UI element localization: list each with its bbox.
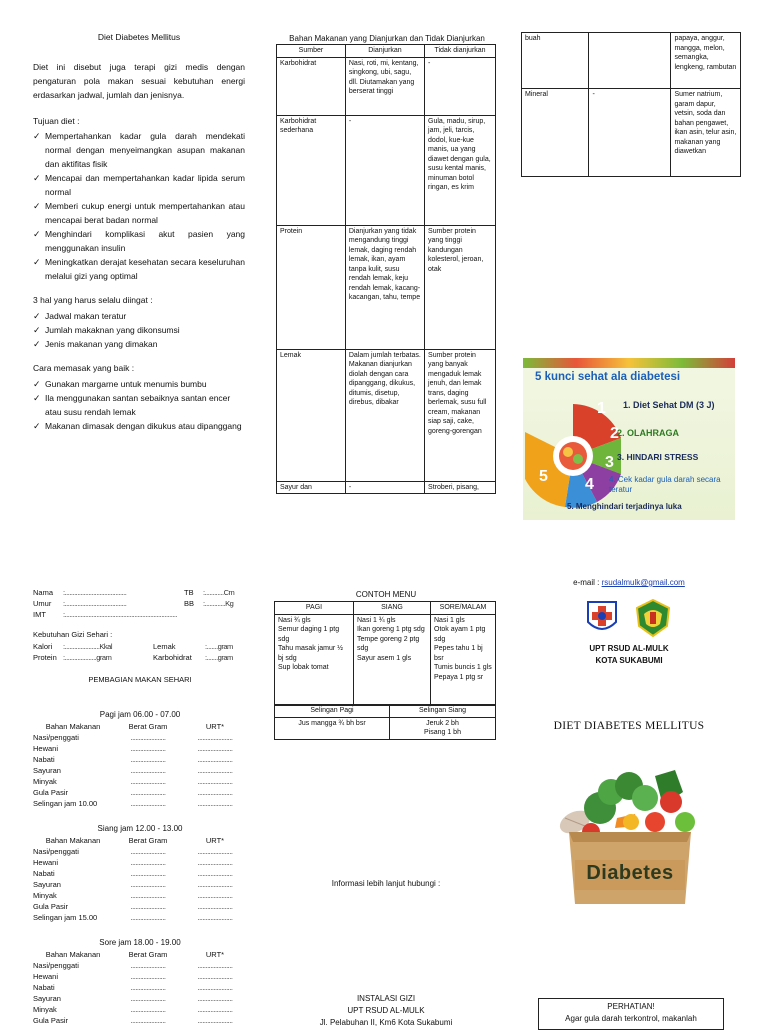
list-item: ✓ Makanan dimasak dengan dikukus atau dipanggang [33,421,242,431]
five-keys-graphic [523,358,735,520]
urt-field[interactable]: ...................... [197,994,233,1003]
food-label: Sayuran [33,880,61,889]
cook-list [33,377,245,433]
food-label: Nabati [33,983,55,992]
col-header: Selingan Siang [390,705,496,718]
email-line [523,578,735,588]
tb-label: TB [184,588,194,597]
list-item: ✓ Mempertahankan kadar gula darah mendekati normal dengan menyeimangkan asupan makanan dan aktifitas fisik [33,131,245,169]
table-cell: Sumer natrium, garam dapur, vetsin, soda dan bahan pengawet, ikan asin, telur asin, makanan yang diawetkan [671,89,741,177]
meal-schedule [33,710,247,1028]
meal-block [33,824,247,938]
table-row [277,481,496,494]
hospital-logo [584,598,620,636]
urt-field[interactable]: ...................... [197,788,233,797]
food-label: Hewani [33,744,59,753]
berat-field[interactable]: ...................... [130,902,166,911]
table-cell: Karbohidrat [277,57,346,115]
three-heading: 3 hal yang harus selalu diingat : [33,295,153,305]
wheel-number-4: 4 [585,476,594,493]
meal-table [33,835,247,923]
food-label: Nasi/penggati [33,733,79,742]
table-row [33,743,247,754]
berat-field[interactable]: ...................... [130,733,166,742]
org-line-2: KOTA SUKABUMI [595,656,663,665]
table-row [33,765,247,776]
col-header: SORE/MALAM [431,602,496,615]
berat-field[interactable]: ...................... [130,1005,166,1014]
email-label: e-mail : [573,578,600,587]
food-label: Minyak [33,891,57,900]
org-line-1: UPT RSUD AL-MULK [589,644,669,653]
table-cell: - [589,89,671,177]
table-row [33,868,247,879]
urt-field[interactable]: ...................... [197,744,233,753]
list-item: ✓ Gunakan margarne untuk menumis bumbu [33,379,207,389]
five-keys-title: 5 kunci sehat ala diabetesi [535,371,681,383]
page-title: Diet Diabetes Mellitus [97,32,181,42]
info-text: Informasi lebih lanjut hubungi : [331,879,441,888]
check-icon: ✓ [33,311,41,321]
check-icon: ✓ [33,173,41,183]
table-row [33,798,247,809]
col-header: Berat Gram [128,722,168,731]
protein-label: Protein [33,653,57,662]
table-row [277,349,496,481]
check-icon: ✓ [33,201,41,211]
col-header: SIANG [354,602,431,615]
table-row [33,732,247,743]
food-table-title: Bahan Makanan yang Dianjurkan dan Tidak Dianjurkan [289,34,485,43]
urt-field[interactable]: ...................... [197,891,233,900]
row-protein [33,653,247,675]
table-row [33,1004,247,1015]
hospital-name [523,643,735,667]
table-cell: Sayur dan [277,481,346,494]
check-icon: ✓ [33,393,41,403]
list-item: ✓ Mencapai dan mempertahankan kadar lipida serum normal [33,173,245,197]
box-word: Diabetes [586,862,674,884]
meal-block [33,938,247,1028]
food-table-continued [521,32,741,177]
menu-title: CONTOH MENU [355,590,417,599]
snack-table [274,704,496,740]
check-icon: ✓ [33,229,41,239]
row-imt [33,610,247,630]
wheel-number-2: 2 [610,425,619,442]
food-label: Sayuran [33,994,61,1003]
berat-field[interactable]: ...................... [130,766,166,775]
table-row [522,33,741,89]
table-row [33,993,247,1004]
kalori-label: Kalori [33,642,53,651]
inst-name: INSTALASI GIZI [356,994,416,1003]
menu-siang: Nasi 1 ¾ gls Ikan goreng 1 ptg sdg Tempe goreng 2 ptg sdg Sayur asem 1 gls [354,614,431,705]
table-cell: Protein [277,225,346,349]
berat-field[interactable]: ...................... [130,972,166,981]
table-cell: Dalam jumlah terbatas. Makanan dianjurkan diolah dengan cara dipanggang, dikukus, ditumis, disetup, direbus, dibakar [345,349,424,481]
table-cell: - [345,115,424,225]
berat-field[interactable]: ...................... [130,858,166,867]
col-header: Bahan Makanan [45,836,101,845]
row-nama [33,588,247,599]
food-label: Hewani [33,972,59,981]
table-cell: Sumber protein yang banyak mengaduk lemak jenuh, dan lemak trans, daging berlemak, susu full cream, makanan siap saji, cake, goreng-gorengan [425,349,496,481]
col-header: URT* [205,836,225,845]
menu-table [274,601,496,706]
pembagian-heading: PEMBAGIAN MAKAN SEHARI [88,675,192,684]
berat-field[interactable]: ...................... [130,891,166,900]
email-link[interactable]: rsudalmulk@gmail.com [601,578,685,587]
lemak-field[interactable]: :.......gram [205,642,233,651]
table-cell: Lemak [277,349,346,481]
col-header: Dianjurkan [345,45,424,58]
list-item: ✓ Ila menggunakan santan sebaiknya santan encer atau susu rendah lemak [33,393,231,417]
menu-pagi: Nasi ¾ gls Semur daging 1 ptg sdg Tahu masak jamur ½ bj sdg Sup lobak tomat [275,614,354,705]
berat-field[interactable]: ...................... [130,880,166,889]
table-row [33,879,247,890]
city-emblem [634,598,672,638]
urt-field[interactable]: ...................... [197,777,233,786]
urt-field[interactable]: ...................... [197,1016,233,1025]
table-row [33,982,247,993]
meal-table [33,949,247,1026]
bb-field[interactable]: :.............Kg [203,599,234,608]
row-kalori [33,642,247,653]
key-item-5: 5. Menghindari terjadinya luka [567,502,682,511]
bb-label: BB [184,599,195,608]
nama-field[interactable]: :....................................... [63,588,127,597]
inst-address: Jl. Pelabuhan II, Km6 Kota Sukabumi [319,1018,453,1027]
kebutuhan-heading: Kebutuhan Gizi Sehari : [33,630,113,639]
food-table [276,44,496,494]
inst-hospital: UPT RSUD AL-MULK [347,1006,425,1015]
wheel-number-1: 1 [597,400,606,417]
table-row [277,115,496,225]
food-label: Nasi/penggati [33,961,79,970]
check-icon: ✓ [33,421,41,431]
table-cell: - [425,57,496,115]
meal-table [33,721,247,809]
table-row [33,776,247,787]
table-row [33,787,247,798]
table-header-row [275,705,496,718]
attention-title: PERHATIAN! [607,1002,655,1011]
table-cell: Nasi, roti, mi, kentang, singkong, ubi, sagu, dll. Diutamakan yang berserat tinggi [345,57,424,115]
karbo-field[interactable]: :.......gram [205,653,233,662]
menu-sore: Nasi 1 gls Otok ayam 1 ptg sdg Pepes tahu 1 bj bsr Tumis buncis 1 gls Pepaya 1 ptg sr [431,614,496,705]
urt-field[interactable]: ...................... [197,983,233,992]
urt-field[interactable]: ...................... [197,1005,233,1014]
kalori-field[interactable]: :......................Kkal [63,642,113,651]
list-item: ✓ Meningkatkan derajat kesehatan secara keseluruhan melalui gizi yang optimal [33,257,245,281]
food-label: Gula Pasir [33,788,69,797]
table-row [33,1015,247,1026]
table-row [33,846,247,857]
table-cell: - [345,481,424,494]
table-header-row [275,602,496,615]
berat-field[interactable]: ...................... [130,788,166,797]
urt-field[interactable]: ...................... [197,733,233,742]
panel-intro [33,32,245,433]
table-row [277,225,496,349]
food-label: Sayuran [33,766,61,775]
col-header: URT* [205,722,225,731]
snack-pagi: Jus mangga ¾ bh bsr [275,717,390,739]
table-cell: Mineral [522,89,589,177]
table-cell: Gula, madu, sirup, jam, jeli, tarcis, dodol, kue-kue manis, ua yang diawet dengan gula, susu kental manis, minuman botol ringan, es krim [425,115,496,225]
nama-label: Nama [33,588,54,597]
table-cell: papaya, anggur, mangga, melon, semangka, lengkeng, rambutan [671,33,741,89]
lemak-label: Lemak [153,642,176,651]
list-item: ✓ Memberi cukup energi untuk mempertahankan atau mencapai berat badan normal [33,201,245,225]
col-header: Bahan Makanan [45,950,101,959]
meal-time: Sore jam 18.00 - 19.00 [99,938,181,947]
wheel-number-3: 3 [605,454,614,471]
table-row [33,971,247,982]
urt-field[interactable]: ...................... [197,902,233,911]
col-header: Berat Gram [128,950,168,959]
food-label: Hewani [33,858,59,867]
food-label: Nabati [33,869,55,878]
berat-field[interactable]: ...................... [130,847,166,856]
intro-paragraph: Diet ini disebut juga terapi gizi medis dengan pengaturan pola makan sesuai kebutuhan energi erdasarkan jadwal, jumlah dan jenisnya. [33,62,245,100]
imt-label: IMT [33,610,46,619]
col-header: URT* [205,950,225,959]
patient-form [33,588,247,698]
table-cell: buah [522,33,589,89]
urt-field[interactable]: ...................... [197,869,233,878]
check-icon: ✓ [33,379,41,389]
berat-field[interactable]: ...................... [130,983,166,992]
urt-field[interactable]: ...................... [197,913,233,922]
diabetes-food-box-image [555,762,705,904]
list-item: ✓ Jenis makanan yang dimakan [33,339,158,349]
food-label: Nasi/penggati [33,847,79,856]
protein-field[interactable]: :....................gram [63,653,112,662]
umur-label: Umur [33,599,52,608]
table-cell: Stroberi, pisang, [425,481,496,494]
table-cell: Dianjurkan yang tidak mengandung tinggi lemak, daging rendah lemak, ikan, ayam tanpa kulit, susu rendah lemak, keju rendah lemak, kacang-kacangan, tahu, tempe [345,225,424,349]
urt-field[interactable]: ...................... [197,972,233,981]
wheel-number-5: 5 [539,468,548,485]
berat-field[interactable]: ...................... [130,913,166,922]
cover-title: DIET DIABETES MELLITUS [553,720,705,732]
three-list [33,309,245,351]
table-row [33,960,247,971]
berat-field[interactable]: ...................... [130,961,166,970]
attention-box [538,998,724,1030]
check-icon: ✓ [33,325,41,335]
food-label: Gula Pasir [33,1016,69,1025]
table-row [33,901,247,912]
col-header: Sumber [277,45,346,58]
urt-field[interactable]: ...................... [197,961,233,970]
table-cell: Sumber protein yang tinggi kandungan kolesterol, jeroan, otak [425,225,496,349]
berat-field[interactable]: ...................... [130,799,166,808]
umur-field[interactable]: :....................................... [63,599,127,608]
urt-field[interactable]: ...................... [197,799,233,808]
row-umur [33,599,247,610]
check-icon: ✓ [33,339,41,349]
table-row [33,912,247,923]
meal-block [33,710,247,824]
food-label: Selingan jam 15.00 [33,913,98,922]
table-row [277,57,496,115]
logos [584,598,684,638]
table-header-row [277,45,496,58]
snack-siang: Jeruk 2 bh Pisang 1 bh [390,717,496,739]
food-label: Minyak [33,777,57,786]
list-item: ✓ Jadwal makan teratur [33,311,127,321]
goals-list [33,129,245,283]
col-header: Selingan Pagi [275,705,390,718]
berat-field[interactable]: ...................... [130,1016,166,1025]
berat-field[interactable]: ...................... [130,994,166,1003]
imt-field[interactable]: :....................................................................... [63,610,178,619]
col-header: Berat Gram [128,836,168,845]
list-item: ✓ Menghindari komplikasi akut pasien yang menggunakan insulin [33,229,245,253]
table-row [33,890,247,901]
key-item-4: 4. Cek kadar gula darah secara teratur [609,475,721,494]
food-label: Nabati [33,755,55,764]
veg-strip [523,358,735,368]
key-item-2: 2. OLAHRAGA [617,428,680,438]
key-item-3: 3. HINDARI STRESS [617,452,699,462]
urt-field[interactable]: ...................... [197,880,233,889]
berat-field[interactable]: ...................... [130,869,166,878]
meal-time: Pagi jam 06.00 - 07.00 [99,710,181,719]
berat-field[interactable]: ...................... [130,744,166,753]
food-label: Gula Pasir [33,902,69,911]
table-cell: Karbohidrat sederhana [277,115,346,225]
table-row [33,754,247,765]
urt-field[interactable]: ...................... [197,847,233,856]
col-header: PAGI [275,602,354,615]
berat-field[interactable]: ...................... [130,777,166,786]
urt-field[interactable]: ...................... [197,766,233,775]
cook-heading: Cara memasak yang baik : [33,363,135,373]
table-cell [589,33,671,89]
table-row [275,717,496,739]
list-item: ✓ Jumlah makaknan yang dikonsumsi [33,325,180,335]
tb-field[interactable]: :............Cm [203,588,235,597]
check-icon: ✓ [33,257,41,267]
food-label: Selingan jam 10.00 [33,799,98,808]
berat-field[interactable]: ...................... [130,755,166,764]
karbo-label: Karbohidrat [153,653,192,662]
col-header: Tidak dianjurkan [425,45,496,58]
urt-field[interactable]: ...................... [197,755,233,764]
attention-text: Agar gula darah terkontrol, makanlah [565,1014,697,1023]
table-row [275,614,496,705]
key-item-1: 1. Diet Sehat DM (3 J) [623,400,715,410]
col-header: Bahan Makanan [45,722,101,731]
goals-heading: Tujuan diet : [33,116,80,126]
table-row [33,857,247,868]
urt-field[interactable]: ...................... [197,858,233,867]
table-row [522,89,741,177]
meal-time: Siang jam 12.00 - 13.00 [97,824,183,833]
check-icon: ✓ [33,131,41,141]
food-label: Minyak [33,1005,57,1014]
